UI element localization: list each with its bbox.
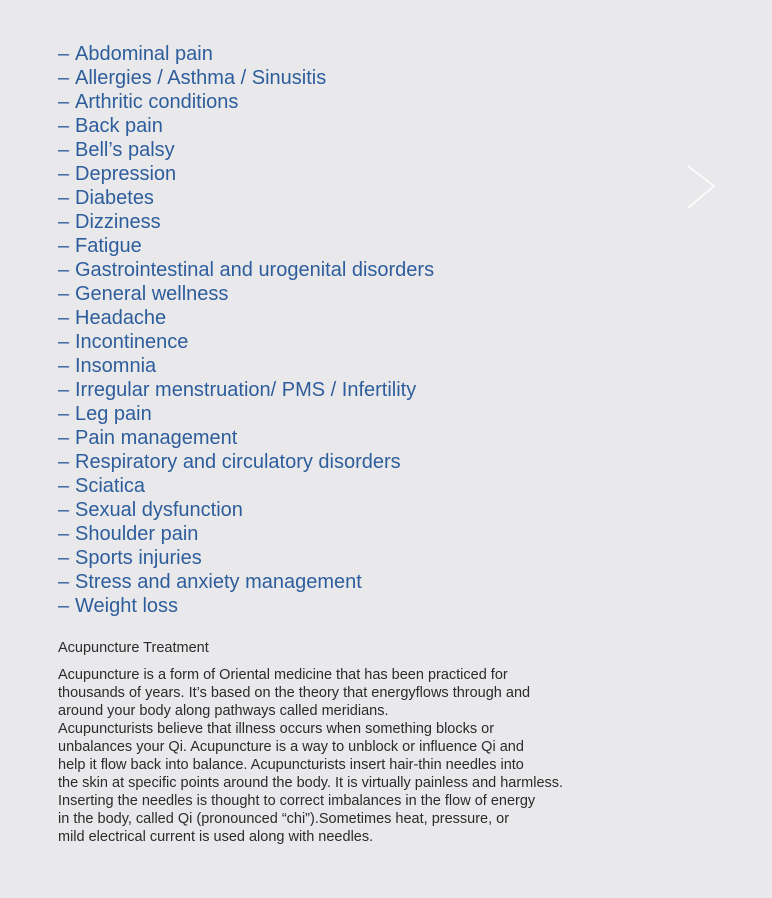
list-item: – Depression [58,163,177,185]
description-line: in the body, called Qi (pronounced “chi”).Sometimes heat, pressure, or [58,811,510,827]
condition-label: Shoulder pain [75,523,199,545]
condition-label: Weight loss [75,595,179,617]
condition-label: Pain management [75,427,238,449]
condition-label: Sciatica [75,475,146,497]
section-title: Acupuncture Treatment [58,640,209,656]
list-item: – Back pain [58,115,163,137]
list-item: – Allergies / Asthma / Sinusitis [58,67,327,89]
list-item: – Dizziness [58,211,161,233]
description-line: thousands of years. It’s based on the theory that energyflows through and [58,685,531,701]
condition-label: Fatigue [75,235,142,257]
condition-label: Gastrointestinal and urogenital disorders [75,259,435,281]
list-item: – Arthritic conditions [58,91,239,113]
condition-label: Diabetes [75,187,154,209]
description-line: around your body along pathways called meridians. [58,703,389,719]
treatment-description [58,666,563,846]
list-item: – Stress and anxiety management [58,571,362,593]
condition-label: Stress and anxiety management [75,571,362,593]
condition-label: Sports injuries [75,547,202,569]
list-item: – Abdominal pain [58,43,213,65]
description-line: Acupuncturists believe that illness occurs when something blocks or [58,721,495,737]
list-item: – Shoulder pain [58,523,199,545]
list-item: – Fatigue [58,235,142,257]
description-line: Inserting the needles is thought to correct imbalances in the flow of energy [58,793,536,809]
condition-label: Respiratory and circulatory disorders [75,451,401,473]
list-item: – Sexual dysfunction [58,499,243,521]
list-item: – Diabetes [58,187,154,209]
list-item: – Irregular menstruation/ PMS / Infertility [58,379,417,401]
condition-label: Arthritic conditions [75,91,239,113]
list-item: – Pain management [58,427,238,449]
condition-label: Allergies / Asthma / Sinusitis [75,67,327,89]
chevron-right-icon [682,164,718,210]
condition-label: Insomnia [75,355,157,377]
condition-label: Irregular menstruation/ PMS / Infertility [75,379,417,401]
list-item: – Leg pain [58,403,152,425]
condition-label: Abdominal pain [75,43,213,65]
description-line: the skin at specific points around the body. It is virtually painless and harmless. [58,775,564,791]
condition-label: Back pain [75,115,163,137]
next-button[interactable] [682,164,718,210]
description-line: help it flow back into balance. Acupuncturists insert hair-thin needles into [58,757,524,773]
conditions-list [58,42,434,618]
condition-label: General wellness [75,283,229,305]
condition-label: Headache [75,307,167,329]
condition-label: Bell’s palsy [75,139,175,161]
list-item: – Sciatica [58,475,146,497]
list-item: – General wellness [58,283,229,305]
condition-label: Incontinence [75,331,189,353]
condition-label: Depression [75,163,177,185]
list-item: – Headache [58,307,167,329]
description-line: mild electrical current is used along with needles. [58,829,374,845]
description-line: unbalances your Qi. Acupuncture is a way to unblock or influence Qi and [58,739,524,755]
list-item: – Weight loss [58,595,179,617]
list-item: – Incontinence [58,331,189,353]
condition-label: Dizziness [75,211,161,233]
list-item: – Gastrointestinal and urogenital disorders [58,259,435,281]
list-item: – Respiratory and circulatory disorders [58,451,401,473]
condition-label: Sexual dysfunction [75,499,243,521]
condition-label: Leg pain [75,403,152,425]
list-item: – Bell’s palsy [58,139,175,161]
description-line: Acupuncture is a form of Oriental medicine that has been practiced for [58,667,508,683]
list-item: – Sports injuries [58,547,202,569]
list-item: – Insomnia [58,355,157,377]
